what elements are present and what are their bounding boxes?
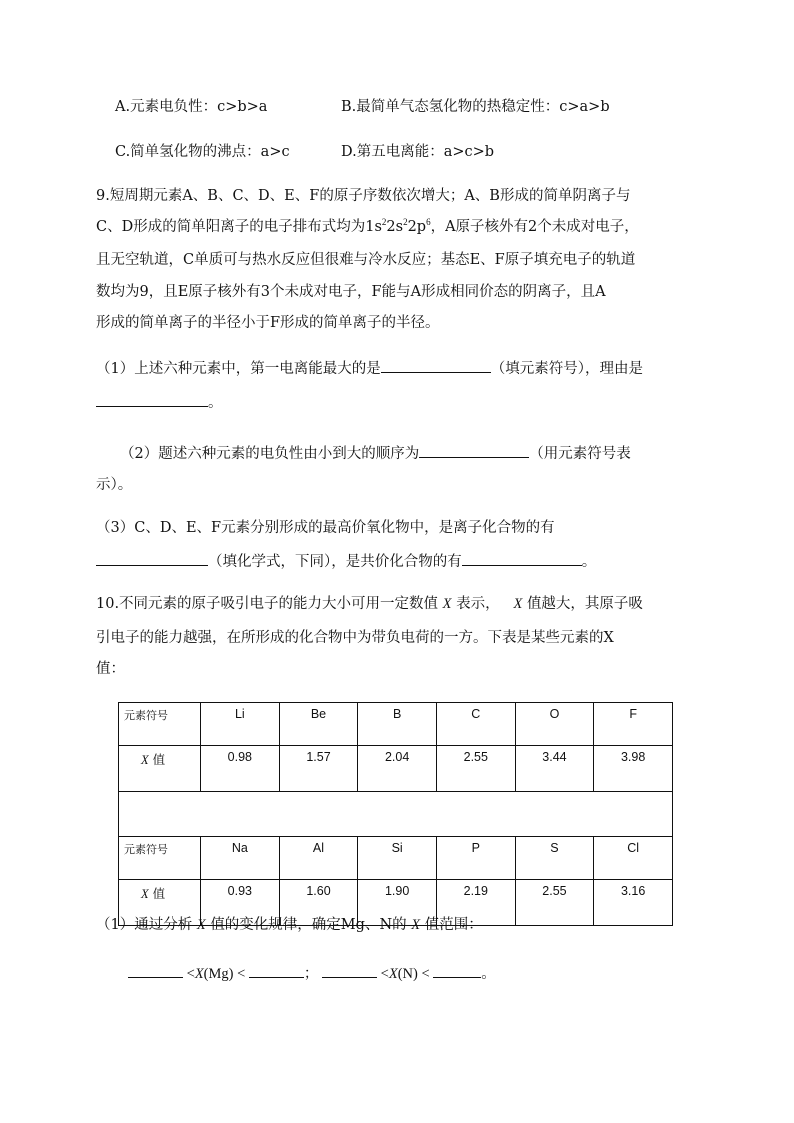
q9-line-3	[96, 250, 635, 270]
answer-blank[interactable]	[419, 442, 529, 458]
q10-line-3	[96, 659, 125, 679]
option-b	[341, 97, 610, 117]
less-than: <	[380, 966, 389, 982]
label-text: 值	[152, 752, 166, 767]
q9-part-2-cont	[96, 475, 132, 495]
q10-line-1-text-b: 表示，	[456, 596, 500, 612]
q9-part-1-text-c: 。	[208, 395, 223, 411]
q9-line-5	[96, 313, 440, 333]
q10-part-1-text-b: 值的变化规律，确定Mg、N的	[210, 917, 407, 933]
q10-line-2	[96, 628, 614, 648]
table-cell: Na	[201, 837, 280, 880]
option-c-text: C.简单氢化物的沸点：a>c	[115, 144, 290, 160]
variable-x: X	[388, 966, 398, 982]
q9-line-5-text: 形成的简单离子的半径小于F形成的简单离子的半径。	[96, 315, 440, 331]
table-cell: 3.44	[515, 746, 594, 792]
q10-part-1-text-a: （1）通过分析	[96, 917, 193, 933]
q10-line-2-text: 引电子的能力越强，在所形成的化合物中为带负电荷的一方。下表是某些元素的X	[96, 630, 614, 646]
answer-blank[interactable]	[96, 391, 208, 407]
superscript: 6	[426, 217, 431, 228]
table-cell: 1.60	[279, 880, 358, 926]
q9-line-1-text: 9.短周期元素A、B、C、D、E、F的原子序数依次增大；A、B形成的简单阴离子与	[96, 188, 631, 204]
table-cell: 3.98	[594, 746, 673, 792]
q9-line-4-text: 数均为9，且E原子核外有3个未成对电子，F能与A形成相同价态的阴离子，且A	[96, 284, 606, 300]
q9-line-1	[96, 186, 630, 206]
table-cell: Al	[279, 837, 358, 880]
q10-line-3-text: 值：	[96, 661, 125, 677]
table-cell: Li	[201, 703, 280, 746]
q9-part-1-text-a: （1）上述六种元素中，第一电离能最大的是	[96, 361, 381, 377]
table-cell: 0.93	[201, 880, 280, 926]
q9-part-2-text-c: 示）。	[96, 477, 133, 493]
q9-line-3-text: 且无空轨道，C单质可与热水反应但很难与冷水反应；基态E、F原子填充电子的轨道	[96, 252, 636, 268]
q10-answer-line	[128, 962, 496, 984]
variable-x: X	[196, 917, 206, 933]
table-row	[119, 746, 673, 792]
table-cell: Si	[358, 837, 437, 880]
variable-x: X	[411, 917, 421, 933]
label-text: 值	[152, 886, 166, 901]
variable-x: X	[141, 887, 149, 901]
table-cell: 1.57	[279, 746, 358, 792]
table-label-cell: 元素符号	[119, 837, 201, 880]
table-cell: O	[515, 703, 594, 746]
q9-part-3-text-c: 。	[581, 554, 597, 570]
table-cell: 2.55	[515, 880, 594, 926]
separator: ；	[303, 966, 319, 982]
option-a-text: A.元素电负性：c>b>a	[115, 99, 268, 115]
q9-part-1	[96, 357, 643, 379]
answer-blank[interactable]	[381, 357, 491, 373]
q9-line-2-text-a: C、D形成的简单阳离子的电子排布式均为1s	[96, 219, 382, 235]
less-than: <	[186, 966, 195, 982]
table-label-cell	[119, 746, 201, 792]
variable-x: X	[141, 753, 149, 767]
table-cell: F	[594, 703, 673, 746]
q9-part-3	[96, 518, 555, 538]
q9-line-2-text-b: 2s	[386, 219, 404, 235]
table-cell: C	[436, 703, 515, 746]
table-cell: 2.19	[436, 880, 515, 926]
q9-line-2	[96, 217, 639, 237]
q9-part-2	[120, 442, 631, 464]
q9-line-2-text-c: 2p	[407, 219, 427, 235]
table-cell: P	[436, 837, 515, 880]
variable-x: X	[442, 596, 452, 612]
q9-part-1-text-b: （填元素符号），理由是	[490, 361, 643, 377]
variable-x: X	[513, 596, 523, 612]
table-cell: S	[515, 837, 594, 880]
q10-line-1-text-a: 10.不同元素的原子吸引电子的能力大小可用一定数值	[96, 596, 439, 612]
electronegativity-table	[118, 702, 673, 926]
superscript: 2	[381, 217, 387, 228]
q9-line-2-text-d: ，A原子核外有2个未成对电子，	[430, 219, 639, 235]
q9-line-4	[96, 282, 606, 302]
option-a	[115, 97, 267, 117]
table-row	[119, 837, 673, 880]
option-b-text: B.最简单气态氢化物的热稳定性：c>a>b	[341, 99, 610, 115]
table-row	[119, 792, 673, 837]
q10-line-1-text-c: 值越大，其原子吸	[526, 596, 643, 612]
table-cell: 2.04	[358, 746, 437, 792]
table-cell: 1.90	[358, 880, 437, 926]
table-cell: Be	[279, 703, 358, 746]
table-cell: Cl	[594, 837, 673, 880]
answer-blank[interactable]	[322, 962, 377, 978]
table-cell: 3.16	[594, 880, 673, 926]
answer-blank[interactable]	[128, 962, 183, 978]
q10-part-1	[96, 915, 483, 935]
option-d-text: D.第五电离能：a>c>b	[341, 144, 495, 160]
answer-blank[interactable]	[433, 962, 481, 978]
answer-blank[interactable]	[96, 550, 208, 566]
q10-part-1-text-c: 值范围：	[424, 917, 483, 933]
q9-part-3-text-b: （填化学式，下同），是共价化合物的有	[208, 554, 462, 570]
mg-label: (Mg) <	[203, 966, 246, 982]
q9-part-1-cont	[96, 391, 223, 413]
answer-blank[interactable]	[249, 962, 304, 978]
table-row	[119, 703, 673, 746]
table-label-cell: 元素符号	[119, 703, 201, 746]
answer-blank[interactable]	[462, 550, 582, 566]
q9-part-2-text-b: （用元素符号表	[529, 446, 631, 462]
n-label: (N) <	[397, 966, 430, 982]
q9-part-3-text-a: （3）C、D、E、F元素分别形成的最高价氧化物中，是离子化合物的有	[96, 520, 555, 536]
option-d	[341, 142, 494, 162]
q9-part-3-cont	[96, 550, 596, 572]
superscript: 2	[403, 217, 408, 228]
variable-x: X	[194, 966, 204, 982]
q10-line-1	[96, 594, 643, 614]
table-cell: 0.98	[201, 746, 280, 792]
q9-part-2-text-a: （2）题述六种元素的电负性由小到大的顺序为	[120, 446, 420, 462]
table-spacer-cell	[119, 792, 673, 837]
table-cell: B	[358, 703, 437, 746]
table-cell: 2.55	[436, 746, 515, 792]
period: 。	[481, 966, 496, 982]
option-c	[115, 142, 290, 162]
